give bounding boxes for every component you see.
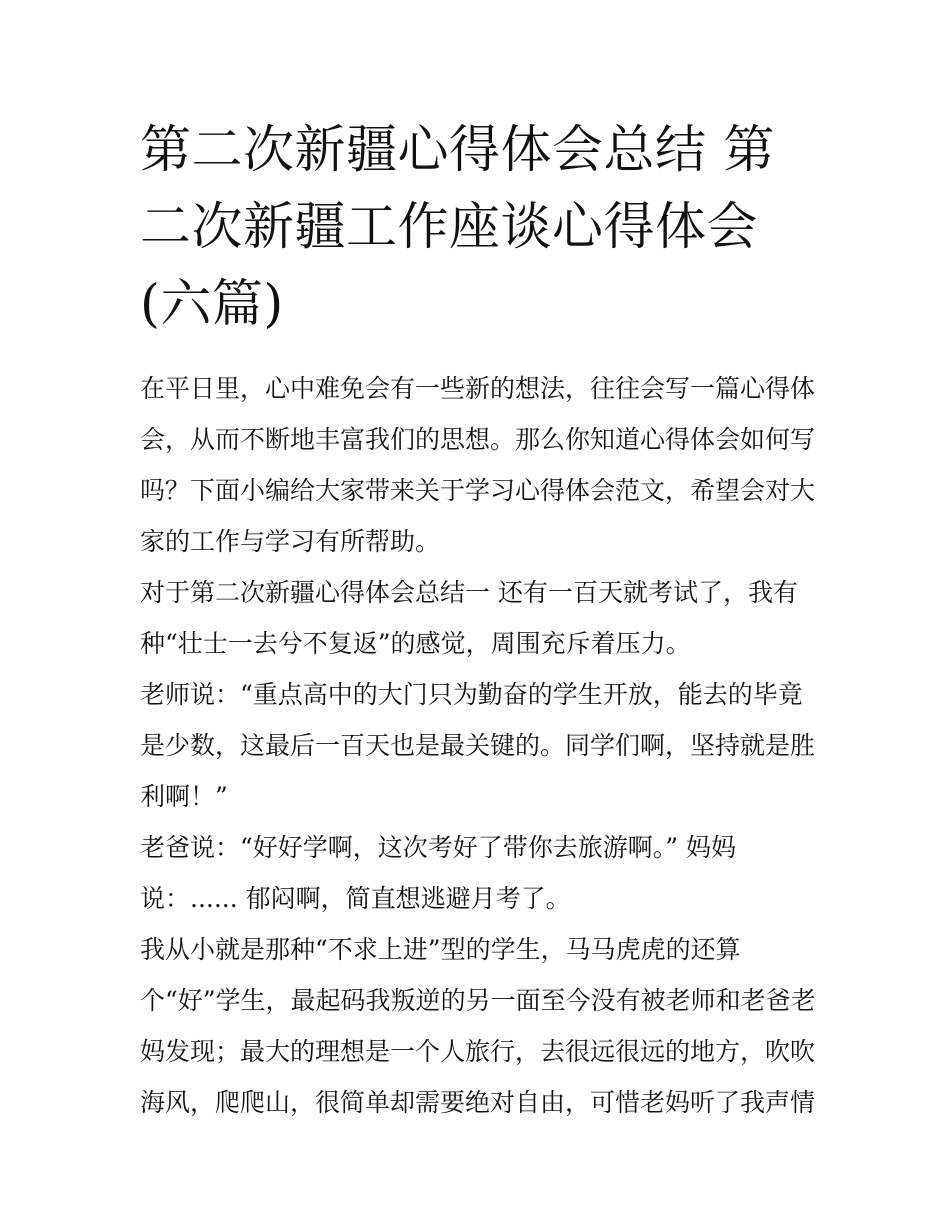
paragraph-dad-quote: 老爸说：“好好学啊，这次考好了带你去旅游啊。” 妈妈说：...... 郁闷啊，简直想逃避月考了。 xyxy=(140,833,737,913)
paragraph-intro: 在平日里，心中难免会有一些新的想法，往往会写一篇心得体会，从而不断地丰富我们的思想。那么你知道心得体会如何写吗？下面小编给大家带来关于学习心得体会范文，希望会对大家的工作与学习有所帮助。 xyxy=(140,374,816,556)
document-body xyxy=(140,363,820,1128)
paragraph-self-description: 我从小就是那种“不求上进”型的学生，马马虎虎的还算个“好”学生，最起码我叛逆的另一面至今没有被老师和老爸老妈发现；最大的理想是一个人旅行，去很远很远的地方，吹吹海风，爬爬山，很简单却需要绝对自由，可惜老妈听了我声情 xyxy=(140,935,816,1117)
paragraph-teacher-quote: 老师说：“重点高中的大门只为勤奋的学生开放，能去的毕竟是少数，这最后一百天也是最关键的。同学们啊，坚持就是胜利啊！” xyxy=(140,680,816,811)
paragraph-section-one: 对于第二次新疆心得体会总结一 还有一百天就考试了，我有种“壮士一去兮不复返”的感觉，周围充斥着压力。 xyxy=(140,578,798,658)
document-content xyxy=(140,112,820,1128)
document-title: 第二次新疆心得体会总结 第二次新疆工作座谈心得体会(六篇) xyxy=(140,121,775,334)
